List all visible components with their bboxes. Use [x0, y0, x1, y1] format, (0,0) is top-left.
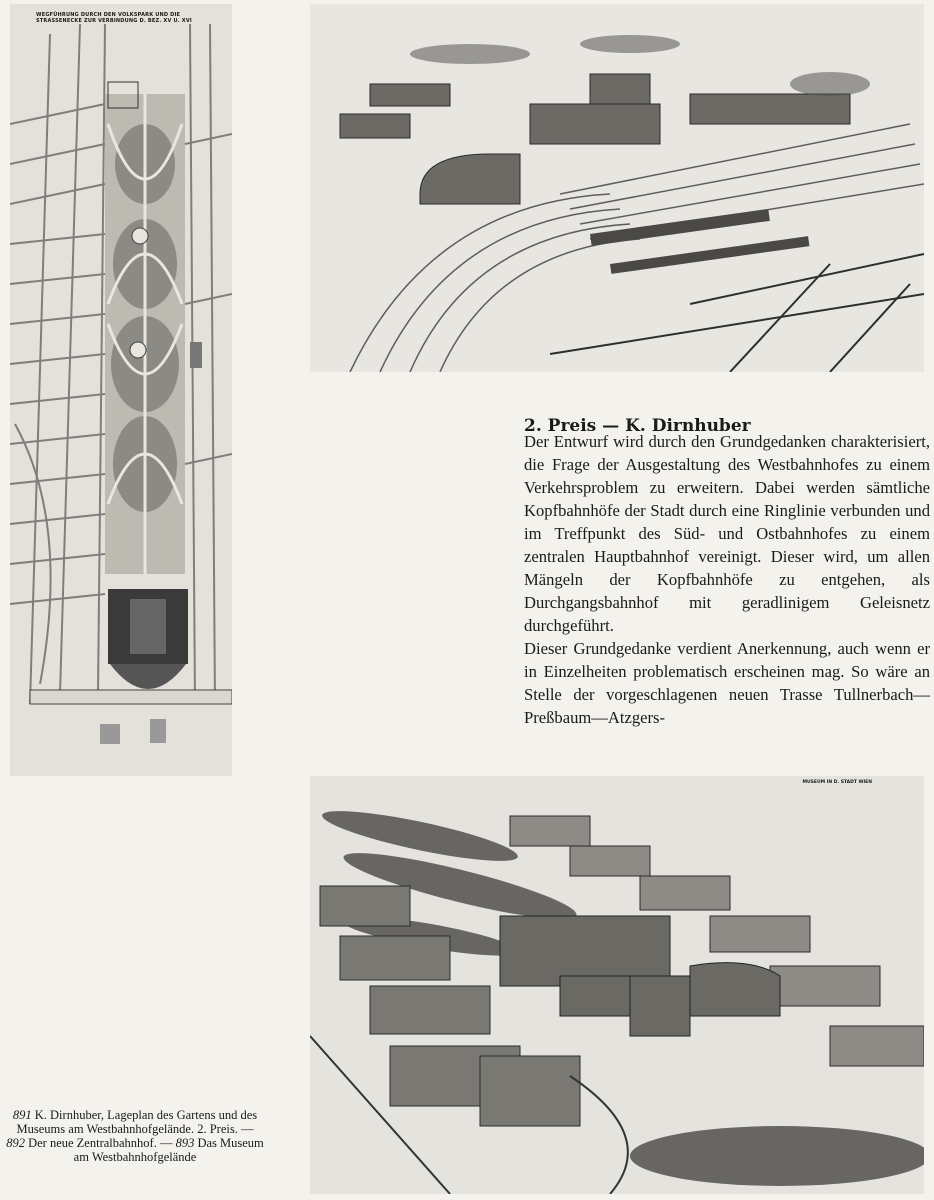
- caption-text-891: K. Dirnhuber, Lageplan des Gartens und des Museums am Westbahnhofgelände. 2. Preis. —: [16, 1108, 258, 1136]
- site-plan-figure: [10, 4, 232, 776]
- site-plan-title-line2: STRASSENECKE ZUR VERBINDUNG D. BEZ. XV U. XVI: [36, 18, 192, 24]
- article-paragraph-1: Der Entwurf wird durch den Grundgedanken charakterisiert, die Frage der Ausgestaltung des Westbahnhofes zu einem Verkehrsproblem zu erweitern. Dabei werden sämtliche Kopfbahnhöfe der Stadt durch eine Ringlinie verbunden und im Treffpunkt des Süd- und Ostbahnhofes zu einem zentralen Hauptbahnhof vereinigt. Dieser wird, um allen Mängeln der Kopfbahnhöfe zu entgehen, als Durchgangsbahnhof mit geradlinigem Geleisnetz durchgeführt.: [524, 432, 930, 635]
- museum-drawing: [310, 776, 924, 1194]
- central-station-drawing: [310, 4, 924, 372]
- site-plan-title: [36, 12, 206, 24]
- article-body: [524, 430, 930, 729]
- figure-caption: [6, 1108, 264, 1164]
- central-station-figure: [310, 4, 924, 372]
- caption-number-891: 891: [12, 1108, 32, 1122]
- site-plan-drawing: [10, 4, 232, 776]
- museum-label: MUSEUM IN D. STADT WIEN: [802, 780, 872, 785]
- caption-number-892: 892: [6, 1136, 25, 1150]
- article-heading: 2. Preis — K. Dirnhuber: [524, 416, 751, 437]
- museum-figure: [310, 776, 924, 1194]
- caption-number-893: 893: [175, 1136, 195, 1150]
- article-paragraph-2: Dieser Grundgedanke verdient Anerkennung, auch wenn er in Einzelheiten problematisch erscheinen mag. So wäre an Stelle der vorgeschlagenen neuen Trasse Tullnerbach—Preßbaum—Atzgers-: [524, 639, 930, 727]
- site-plan-title-line1: WEGFÜHRUNG DURCH DEN VOLKSPARK UND DIE: [36, 12, 181, 18]
- caption-text-892: Der neue Zentralbahnhof. —: [28, 1136, 173, 1150]
- caption-text-893: Das Museum am Westbahnhofgelände: [73, 1136, 264, 1164]
